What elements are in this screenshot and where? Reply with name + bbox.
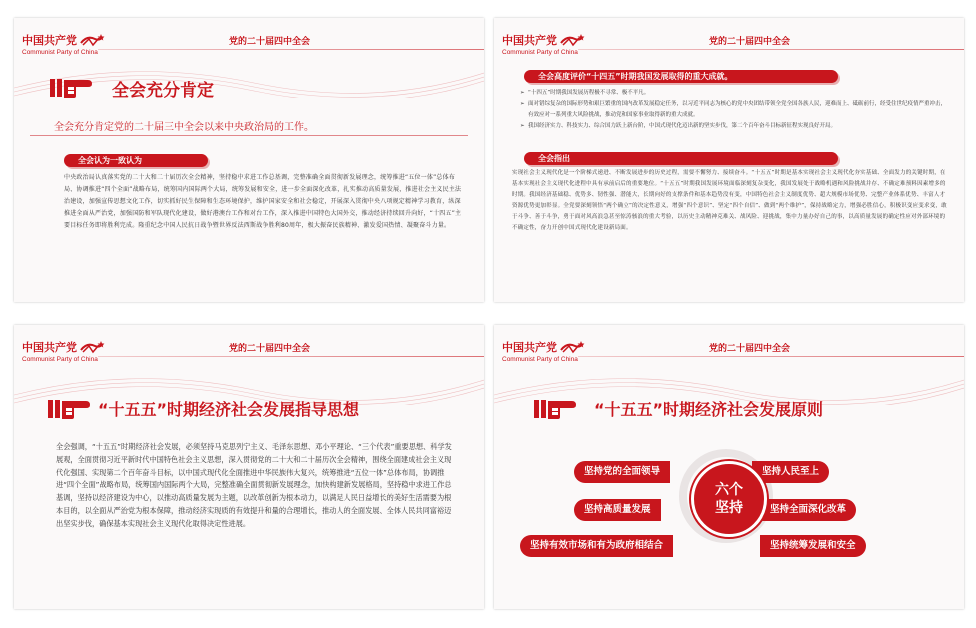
pointing-hand-icon bbox=[534, 397, 578, 421]
principle-item: 坚持统筹发展和安全 bbox=[760, 535, 866, 557]
brand-english: Communist Party of China bbox=[502, 49, 578, 56]
slide-subtitle: 全会充分肯定党的二十届三中全会以来中央政治局的工作。 bbox=[54, 122, 314, 133]
slide-title: “十五五”时期经济社会发展指导思想 bbox=[98, 400, 360, 419]
brand-english: Communist Party of China bbox=[22, 49, 98, 56]
brand bbox=[502, 32, 585, 56]
header-title: 党的二十届四中全会 bbox=[229, 37, 311, 47]
brand-english: Communist Party of China bbox=[22, 356, 98, 363]
principle-item: 坚持高质量发展 bbox=[574, 499, 661, 521]
brand-english: Communist Party of China bbox=[502, 356, 578, 363]
slide-body: 中央政治局认真落实党的二十大和二十届历次全会精神，坚持稳中求进工作总基调，完整准确全面贯彻新发展理念，统筹推进“五位一体”总体布局、协调推进“四个全面”战略布局，统筹国内国际两个大局，统筹发展和安全，进一步全面深化改革，扎实推动高质量发展，推进社会主义民主法治建设，加强宣传思想文化工作，切实抓好民生保障和生态环境保护，维护国家安全和社会稳定，开展深入贯彻中央八项规定精神学习教育，纵深推进全面从严治党，加强国防和军队现代化建设，做好港澳台工作和对台工作，深入推进中国特色大国外交，推动经济持续回升向好，“十四五”主要目标任务即将胜利完成。隆重纪念中国人民抗日战争暨世界反法西斯战争胜利80周年，极大振奋民族精神、激发爱国热情、凝聚奋斗力量。 bbox=[64, 174, 462, 229]
slide-2[interactable] bbox=[494, 18, 964, 302]
brand-name: 中国共产党 bbox=[502, 34, 557, 47]
brand-name: 中国共产党 bbox=[502, 341, 557, 354]
center-circle bbox=[691, 461, 767, 537]
subtitle-divider bbox=[30, 135, 468, 136]
section-pill: 全会高度评价“十四五”时期我国发展取得的重大成就。 bbox=[524, 70, 838, 83]
center-line-2: 坚持 bbox=[715, 500, 743, 516]
achievements-list bbox=[520, 88, 950, 132]
brand bbox=[22, 32, 105, 56]
header-divider bbox=[98, 356, 484, 357]
party-emblem-icon bbox=[79, 340, 105, 354]
brand-name: 中国共产党 bbox=[22, 341, 77, 354]
pointing-hand-icon bbox=[48, 397, 92, 421]
header-title: 党的二十届四中全会 bbox=[229, 344, 311, 354]
slide-3[interactable] bbox=[14, 325, 484, 609]
header-title: 党的二十届四中全会 bbox=[709, 37, 791, 47]
slide-body: 全会强调，“十五五”时期经济社会发展，必须坚持马克思列宁主义、毛泽东思想、邓小平理论、“三个代表”重要思想、科学发展观，全面贯彻习近平新时代中国特色社会主义思想，深入贯彻党的二十大和二十届历次全会精神，围绕全面建成社会主义现代化强国、实现第二个百年奋斗目标，以中国式现代化全面推进中华民族伟大复兴，统筹推进“五位一体”总体布局，协调推进“四个全面”战略布局，统筹国内国际两个大局，完整准确全面贯彻新发展理念，加快构建新发展格局，坚持稳中求进工作总基调，坚持以经济建设为中心，以推动高质量发展为主题，以改革创新为根本动力，以满足人民日益增长的美好生活需要为根本目的，以全面从严治党为根本保障，推动经济实现质的有效提升和量的合理增长，推动人的全面发展、全体人民共同富裕迈出坚实步伐，确保基本实现社会主义现代化取得决定性进展。 bbox=[56, 442, 452, 528]
list-item: ➢ 面对错综复杂的国际形势和艰巨繁重的国内改革发展稳定任务，以习近平同志为核心的党中央团结带领全党全国各族人民，迎难而上、砥砺前行，经受住世纪疫情严重冲击，有效应对一系列重大风险挑战，推动党和国家事业取得新的重大成就。 bbox=[520, 99, 950, 121]
slide-body: 实现社会主义现代化是一个阶梯式递进、不断发展进步的历史过程，需要不懈努力、接续奋斗。“十五五”时期是基本实现社会主义现代化夯实基础、全面发力的关键时期，在基本实现社会主义现代化进程中具有承前启后的重要地位。“十五五”时期我国发展环境面临深刻复杂变化，我国发展处于战略机遇和风险挑战并存、不确定难预料因素增多的时期。我国经济基础稳、优势多、韧性强、潜能大，长期向好的支撑条件和基本趋势没有变，中国特色社会主义制度优势、超大规模市场优势、完整产业体系优势、丰富人才资源优势更加彰显。全党要深刻领悟“两个确立”的决定性意义，增强“四个意识”、坚定“四个自信”、做到“两个维护”，保持战略定力，增强必胜信心，积极识变应变求变，敢于斗争、善于斗争，勇于面对风高浪急甚至惊涛骇浪的重大考验，以历史主动精神克难关、战风险、迎挑战，集中力量办好自己的事，以高质量发展的确定性应对外部环境的不确定性，奋力开创中国式现代化建设新局面。 bbox=[512, 170, 947, 231]
slide-title: 全会充分肯定 bbox=[112, 81, 214, 101]
party-emblem-icon bbox=[559, 340, 585, 354]
brand bbox=[22, 339, 105, 363]
brand bbox=[502, 339, 585, 363]
list-item: ➢ 我国经济实力、科技实力、综合国力跃上新台阶，中国式现代化迈出新的坚实步伐，第二个百年奋斗目标新征程实现良好开局。 bbox=[520, 121, 950, 132]
principle-item: 坚持全面深化改革 bbox=[760, 499, 856, 521]
header-divider bbox=[578, 49, 964, 50]
header-title: 党的二十届四中全会 bbox=[709, 344, 791, 354]
section-pill: 全会指出 bbox=[524, 152, 838, 165]
slide-title: “十五五”时期经济社会发展原则 bbox=[594, 400, 824, 419]
center-line-1: 六个 bbox=[715, 482, 743, 498]
slide-1[interactable] bbox=[14, 18, 484, 302]
principle-item: 坚持党的全面领导 bbox=[574, 461, 670, 483]
section-pill: 全会认为一致认为 bbox=[64, 154, 208, 167]
principle-item: 坚持人民至上 bbox=[752, 461, 829, 483]
header-divider bbox=[98, 49, 484, 50]
list-item: ➢ “十四五”时期我国发展历程极不寻常、极不平凡。 bbox=[520, 88, 950, 99]
pointing-hand-icon bbox=[50, 76, 94, 100]
party-emblem-icon bbox=[79, 33, 105, 47]
party-emblem-icon bbox=[559, 33, 585, 47]
brand-name: 中国共产党 bbox=[22, 34, 77, 47]
header-divider bbox=[578, 356, 964, 357]
principle-item: 坚持有效市场和有为政府相结合 bbox=[520, 535, 673, 557]
slide-4[interactable] bbox=[494, 325, 964, 609]
